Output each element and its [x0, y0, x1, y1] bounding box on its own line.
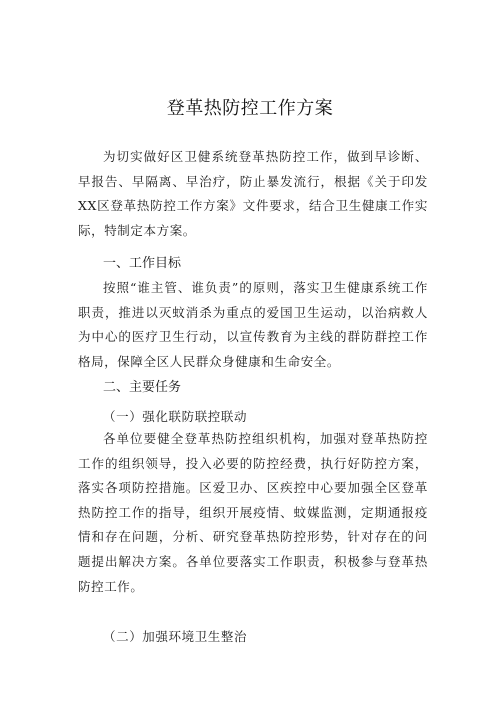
section-heading-goals: 一、工作目标 — [103, 256, 182, 271]
joint-control-paragraph: 各单位要健全登革热防控组织机构，加强对登革热防控工作的组织领导，投入必要的防控经费，执行好防控方案，落实各项防控措施。区爱卫办、区疾控中心要加强全区登革热防控工作的指导，组织开展疫情、蚊媒监测，定期通报疫情和存在问题，分析、研究登革热防控形势，针对存在的问题提出解决方案。各单位要落实工作职责，积极参与登革热防控工作。 — [78, 431, 428, 594]
subsection-heading-joint-control: （一）强化联防联控联动 — [103, 409, 248, 424]
goals-paragraph: 按照“谁主管、谁负责”的原则，落实卫生健康系统工作职责，推进以灭蚊消杀为重点的爱国卫生运动，以治病救人为中心的医疗卫生行动，以宣传教育为主线的群防群控工作格局，保障全区人民群众身健康和生命安全。 — [78, 280, 428, 369]
document-title: 登革热防控工作方案 — [166, 98, 334, 119]
subsection-heading-environment: （二）加强环境卫生整治 — [103, 629, 248, 644]
section-heading-tasks: 二、主要任务 — [103, 380, 182, 395]
intro-paragraph: 为切实做好区卫健系统登革热防控工作，做到早诊断、早报告、早隔离、早治疗，防止暴发流行，根据《关于印发XX区登革热防控工作方案》文件要求，结合卫生健康工作实际，特制定本方案。 — [78, 149, 428, 238]
